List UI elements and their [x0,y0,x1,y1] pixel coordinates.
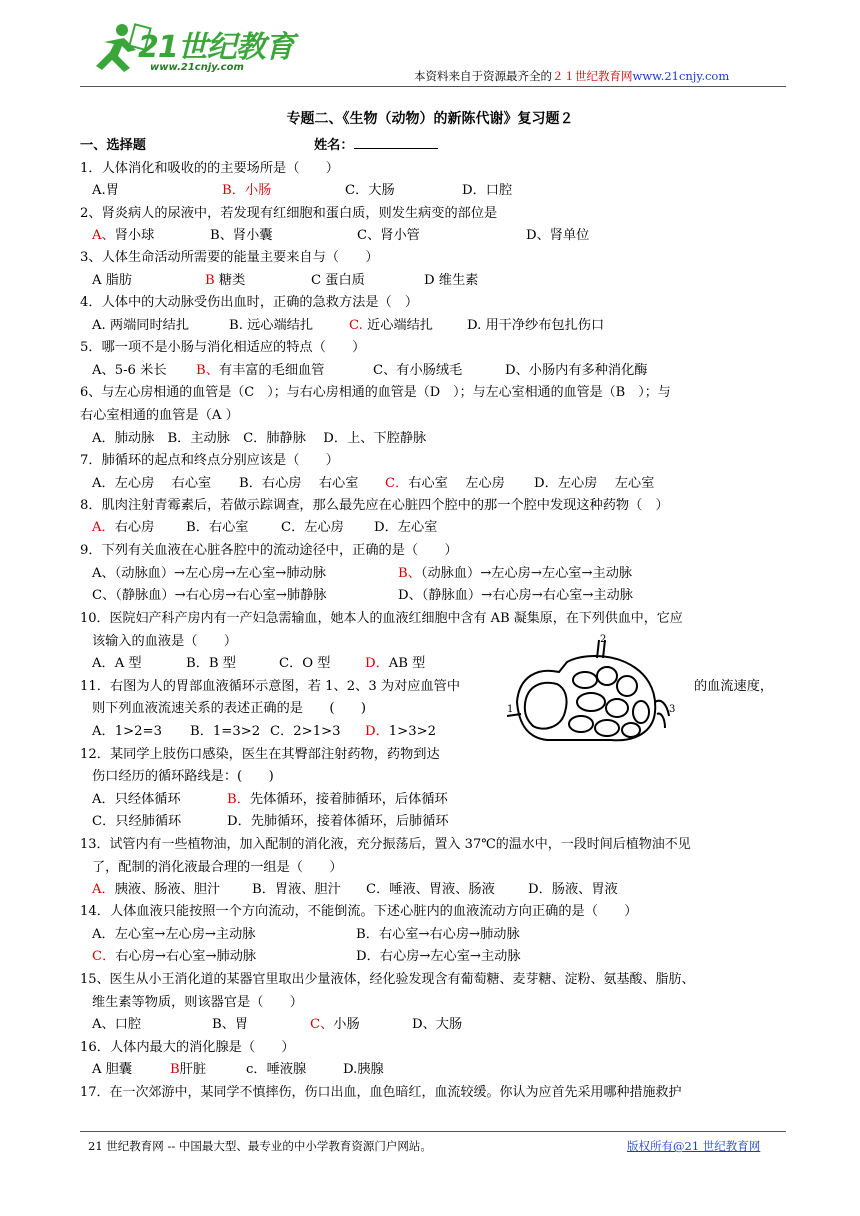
name-field: 姓名： [314,134,438,153]
footer-divider [80,1131,786,1132]
question-6-line1: 6、与左心房相通的血管是（C ）；与右心房相通的血管是（D ）；与左心室相通的血管是（B ）；与 [80,385,671,400]
question-10-line2: 该输入的血液是（ ） [92,634,238,649]
q9-option-b: B、（动脉血）→左心房→左心室→主动脉 [398,566,633,581]
question-15-line1: 15、医生从小王消化道的某器官里取出少量液体，经化验发现含有葡萄糖、麦芽糖、淀粉、氨基酸、脂肪、 [80,972,695,987]
q4-option-d: D. 用干净纱布包扎伤口 [467,318,605,333]
figure-label-2: 2 [600,634,607,645]
q11-option-c: C．2>1>3 [270,724,341,739]
q7-option-a: A．左心房 右心室 [92,476,212,491]
q16-option-d: D.胰腺 [343,1062,384,1077]
q12-option-d: D．先肺循环，接着体循环，后肺循环 [227,814,449,829]
question-12-line1: 12．某同学上肢伤口感染，医生在其臀部注射药物，药物到达 [80,747,440,762]
q8-option-c: C．左心房 [281,520,344,535]
q15-option-c: C、小肠 [310,1017,360,1032]
q14-option-d: D．右心房→左心室→主动脉 [356,949,521,964]
q10-option-a: A．A 型 [92,656,142,671]
q15-option-d: D、大肠 [412,1017,463,1032]
question-16-stem: 16．人体内最大的消化腺是（ ） [80,1040,295,1055]
figure-label-3: 3 [669,704,676,715]
q9-option-d: D、（静脉血）→右心房→右心室→主动脉 [398,588,633,603]
q9-option-a: A、（动脉血）→左心房→左心室→肺动脉 [92,566,326,581]
question-4-stem: 4．人体中的大动脉受伤出血时，正确的急救方法是（ ） [80,295,419,310]
q16-option-c: c．唾液腺 [246,1062,307,1077]
q10-option-d: D．AB 型 [365,656,426,671]
q1-option-a: A.胃 [92,183,119,198]
figure-label-1: 1 [507,704,514,715]
question-10-line1: 10．医院妇产科产房内有一产妇急需输血，她本人的血液红细胞中含有 AB 凝集原，在下列供血中，它应 [80,611,683,626]
q7-option-b: B．右心房 右心室 [239,476,359,491]
q12-option-a: A．只经体循环 [92,792,181,807]
header-divider [80,86,786,87]
footer-text: 21 世纪教育网 -- 中国最大型、最专业的中小学教育资源门户网站。 [88,1139,432,1153]
question-11-line1: 11．右图为人的胃部血液循环示意图，若 1、2、3 为对应血管中 [80,679,461,694]
q15-option-a: A、口腔 [92,1017,142,1032]
question-17-line1: 17．在一次郊游中，某同学不慎摔伤，伤口出血，血色暗红，血流较缓。你认为应首先采用哪种措施救护 [80,1085,682,1100]
q4-option-c: C. 近心端结扎 [349,318,433,333]
q13-option-c: C．唾液、胃液、肠液 [366,882,495,897]
q2-option-c: C、肾小管 [357,228,420,243]
q16-option-b: B肝脏 [170,1062,207,1077]
question-9-stem: 9．下列有关血液在心脏各腔中的流动途径中，正确的是（ ） [80,543,458,558]
header-site: ２１世纪教育网 [552,69,633,83]
q2-option-d: D、肾单位 [526,228,590,243]
name-blank-line[interactable] [354,136,438,149]
q5-option-c: C、有小肠绒毛 [373,363,463,378]
logo-url: www.21cnjy.com [150,62,244,73]
question-2-stem: 2、肾炎病人的尿液中，若发现有红细胞和蛋白质，则发生病变的部位是 [80,206,498,221]
q5-option-d: D、小肠内有多种消化酶 [505,363,648,378]
question-11-line1-end: 的血流速度， [694,679,774,694]
question-5-stem: 5．哪一项不是小肠与消化相适应的特点（ ） [80,340,366,355]
q2-option-a: A、肾小球 [92,228,155,243]
q11-option-b: B．1=3>2 [190,724,261,739]
q16-option-a: A 胆囊 [92,1062,133,1077]
q7-option-c: C．右心室 左心房 [385,476,505,491]
q1-option-d: D．口腔 [462,183,513,198]
question-14-stem: 14．人体血液只能按照一个方向流动，不能倒流。下述心脏内的血液流动方向正确的是（ ） [80,904,638,919]
q10-option-c: C．O 型 [279,656,331,671]
header-note: 本资料来自于资源最齐全的２１世纪教育网www.21cnjy.com [414,69,730,83]
q14-option-b: B．右心室→右心房→肺动脉 [356,927,520,942]
q3-option-b: B 糖类 [205,273,246,288]
q13-option-a: A．胰液、肠液、胆汁 [92,882,221,897]
q5-option-a: A、5-6 米长 [92,363,167,378]
question-3-stem: 3、人体生命活动所需要的能量主要来自与（ ） [80,250,379,265]
q5-option-b: B、有丰富的毛细血管 [196,363,325,378]
q9-option-c: C、（静脉血）→右心房→右心室→肺静脉 [92,588,327,603]
page-title: 专题二、《生物（动物）的新陈代谢》复习题２ [286,111,574,127]
question-13-line2: 了，配制的消化液最合理的一组是（ ） [92,860,343,875]
q11-option-a: A．1>2=3 [92,724,162,739]
q15-option-b: B、胃 [212,1017,249,1032]
q10-option-b: B．B 型 [186,656,236,671]
question-7-stem: 7．肺循环的起点和终点分别应该是（ ） [80,453,339,468]
logo-text: 21世纪教育 [138,30,294,65]
q14-option-c: C．右心房→右心室→肺动脉 [92,949,257,964]
question-1-stem: 1．人体消化和吸收的的主要场所是（ ） [80,161,339,176]
footer-copyright-link[interactable]: 版权所有@21 世纪教育网 [627,1139,761,1153]
q7-option-d: D．左心房 左心室 [534,476,655,491]
section-heading: 一、选择题 [80,138,146,153]
q3-option-d: D 维生素 [424,273,479,288]
q3-option-a: A 脂肪 [92,273,133,288]
q8-option-b: B．右心室 [186,520,249,535]
q3-option-c: C 蛋白质 [311,273,365,288]
q1-option-b: B．小肠 [222,183,272,198]
q14-option-a: A．左心室→左心房→主动脉 [92,927,256,942]
question-6-line2: 右心室相通的血管是（A ） [80,408,239,423]
q2-option-b: B、肾小囊 [210,228,273,243]
q4-option-b: B. 远心端结扎 [229,318,314,333]
q13-option-b: B．胃液、胆汁 [252,882,341,897]
question-11-line2: 则下列血液流速关系的表述正确的是 ( ) [92,701,367,716]
q8-option-d: D．左心室 [374,520,438,535]
question-13-line1: 13．试管内有一些植物油，加入配制的消化液，充分振荡后，置入 37℃的温水中，一段时间后植物油不见 [80,837,691,852]
q4-option-a: A. 两端同时结扎 [92,318,190,333]
q11-option-d: D．1>3>2 [365,724,437,739]
q6-options: A．肺动脉 B．主动脉 C．肺静脉 D．上、下腔静脉 [92,431,427,446]
q12-option-c: C．只经肺循环 [92,814,182,829]
question-8-stem: 8．肌肉注射青霉素后，若做示踪调查，那么最先应在心脏四个腔中的那一个腔中发现这种药物（ ） [80,498,669,513]
q13-option-d: D．肠液、胃液 [528,882,618,897]
q1-option-c: C．大肠 [345,183,395,198]
stomach-circulation-figure [507,632,677,752]
header-url-link[interactable]: www.21cnjy.com [632,69,730,83]
q8-option-a: A．右心房 [92,520,155,535]
question-12-line2: 伤口经历的循环路线是：( ) [92,769,274,784]
q12-option-b: B．先体循环，接着肺循环，后体循环 [227,792,448,807]
question-15-line2: 维生素等物质，则该器官是（ ） [92,995,303,1010]
